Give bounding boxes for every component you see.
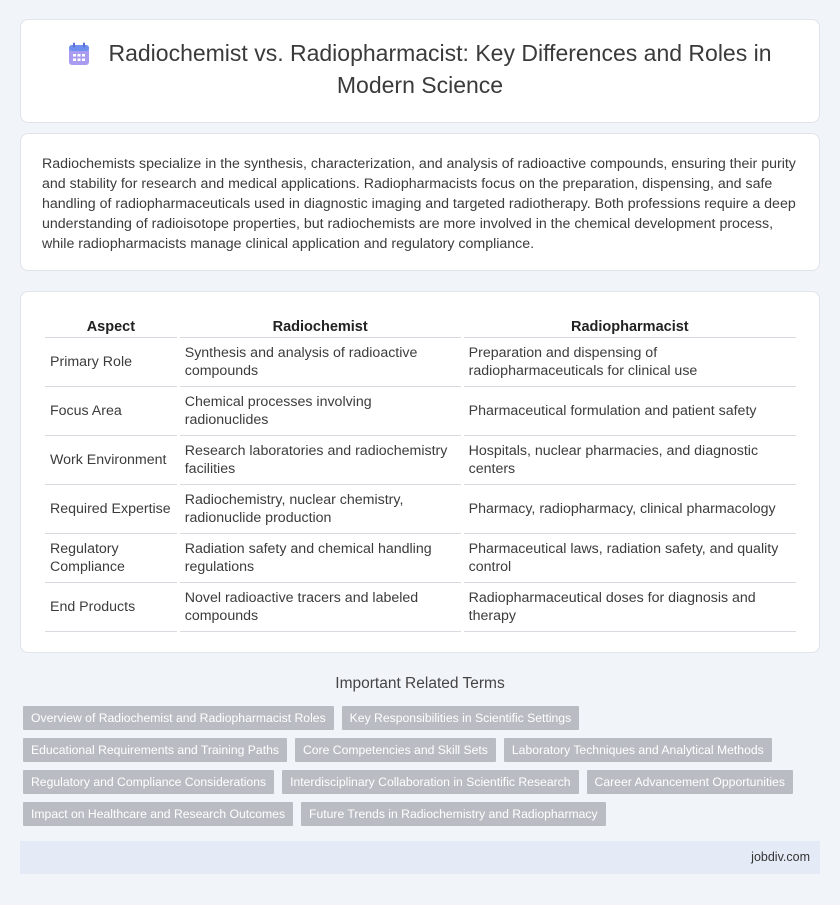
aspect-cell: Work Environment [45, 436, 177, 485]
radiopharmacist-cell: Pharmacy, radiopharmacy, clinical pharmacology [464, 485, 796, 534]
aspect-cell: Focus Area [45, 387, 177, 436]
related-terms-list [23, 706, 813, 834]
table-row [45, 583, 796, 632]
page-title: Radiochemist vs. Radiopharmacist: Key Differences and Roles in Modern Science [108, 40, 772, 98]
related-term-tag[interactable]: Impact on Healthcare and Research Outcomes [23, 802, 293, 826]
radiopharmacist-cell: Pharmaceutical laws, radiation safety, and quality control [464, 534, 796, 583]
footer-site-link[interactable]: jobdiv.com [751, 850, 810, 864]
radiopharmacist-cell: Pharmaceutical formulation and patient safety [464, 387, 796, 436]
radiochemist-cell: Research laboratories and radiochemistry facilities [180, 436, 461, 485]
related-term-tag[interactable]: Interdisciplinary Collaboration in Scientific Research [282, 770, 578, 794]
related-term-tag[interactable]: Career Advancement Opportunities [587, 770, 793, 794]
related-term-tag[interactable]: Core Competencies and Skill Sets [295, 738, 496, 762]
intro-paragraph: Radiochemists specialize in the synthesis, characterization, and analysis of radioactive compounds, ensuring their purity and stability for research and medical applications. Radiopharmacists focus on the preparation, dispensing, and safe handling of radiopharmaceuticals used in diagnostic imaging and targeted radiotherapy. Both professions require a deep understanding of radioisotope properties, but radiochemists are more involved in the chemical development process, while radiopharmacists manage clinical application and regulatory compliance. [42, 156, 796, 252]
related-term-tag[interactable]: Overview of Radiochemist and Radiopharmacist Roles [23, 706, 334, 730]
aspect-cell: Regulatory Compliance [45, 534, 177, 583]
aspect-cell: Primary Role [45, 338, 177, 387]
table-row [45, 485, 796, 534]
related-term-tag[interactable]: Key Responsibilities in Scientific Settings [342, 706, 580, 730]
header-card [20, 19, 820, 123]
header-radiochemist: Radiochemist [180, 316, 461, 338]
related-term-tag[interactable]: Future Trends in Radiochemistry and Radiopharmacy [301, 802, 606, 826]
radiopharmacist-cell: Hospitals, nuclear pharmacies, and diagnostic centers [464, 436, 796, 485]
table-header-row [45, 316, 796, 338]
aspect-cell: End Products [45, 583, 177, 632]
radiochemist-cell: Synthesis and analysis of radioactive compounds [180, 338, 461, 387]
radiochemist-cell: Radiochemistry, nuclear chemistry, radionuclide production [180, 485, 461, 534]
related-terms-title: Important Related Terms [335, 675, 505, 692]
related-term-tag[interactable]: Laboratory Techniques and Analytical Methods [504, 738, 772, 762]
table-row [45, 534, 796, 583]
table-row [45, 436, 796, 485]
header-aspect: Aspect [45, 316, 177, 338]
related-term-tag[interactable]: Regulatory and Compliance Considerations [23, 770, 274, 794]
radiochemist-cell: Chemical processes involving radionuclides [180, 387, 461, 436]
table-row [45, 387, 796, 436]
table-row [45, 338, 796, 387]
radiopharmacist-cell: Preparation and dispensing of radiopharmaceuticals for clinical use [464, 338, 796, 387]
related-term-tag[interactable]: Educational Requirements and Training Paths [23, 738, 287, 762]
intro-card [20, 133, 820, 271]
comparison-table [42, 316, 799, 632]
calendar-icon [68, 42, 90, 66]
radiochemist-cell: Radiation safety and chemical handling regulations [180, 534, 461, 583]
footer [20, 841, 820, 874]
aspect-cell: Required Expertise [45, 485, 177, 534]
comparison-card [20, 291, 820, 653]
radiochemist-cell: Novel radioactive tracers and labeled compounds [180, 583, 461, 632]
radiopharmacist-cell: Radiopharmaceutical doses for diagnosis and therapy [464, 583, 796, 632]
header-radiopharmacist: Radiopharmacist [464, 316, 796, 338]
